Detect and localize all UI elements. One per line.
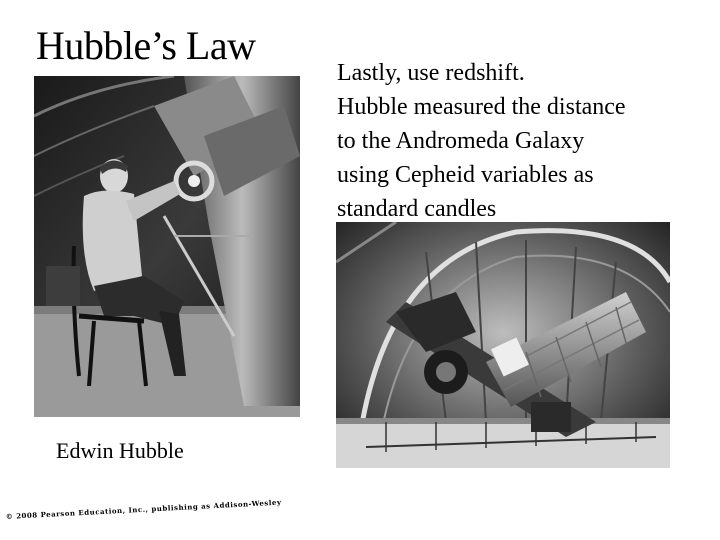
copyright-notice: © 2008 Pearson Education, Inc., publishing as Addison-Wesley (5, 497, 282, 521)
photo-caption: Edwin Hubble (56, 438, 184, 463)
body-line: to the Andromeda Galaxy (337, 128, 585, 154)
body-line: standard candles (337, 196, 497, 222)
slide-title: Hubble’s Law (36, 23, 256, 68)
edwin-hubble-photo (34, 76, 300, 417)
body-line: Hubble measured the distance (337, 94, 626, 120)
body-line: using Cepheid variables as (337, 162, 594, 188)
telescope-dome-photo (336, 222, 670, 468)
body-line: Lastly, use redshift. (337, 60, 525, 86)
slide-body-text (337, 56, 697, 226)
